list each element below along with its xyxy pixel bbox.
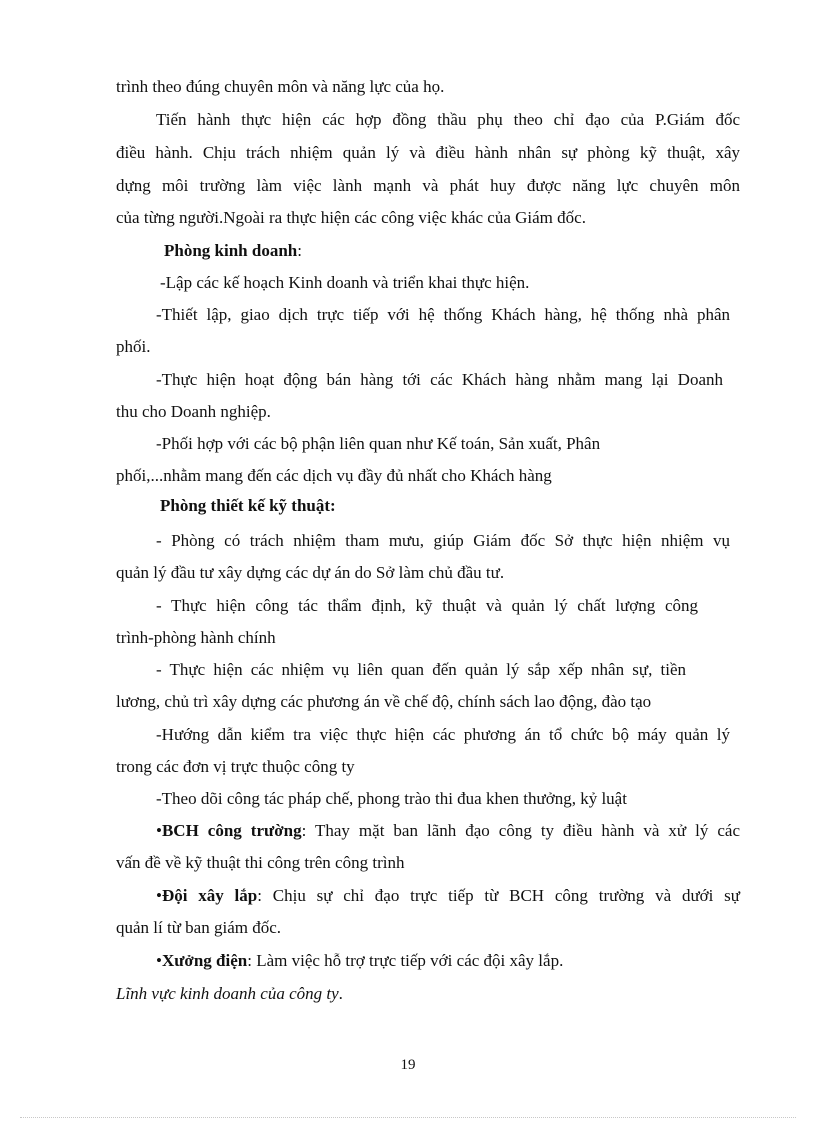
heading-text: Phòng kinh doanh: [164, 241, 298, 260]
bullet-label: Xưởng điện: [161, 951, 248, 970]
bullet-item: [156, 950, 563, 972]
subheading-dot: .: [338, 984, 343, 1003]
text-line: phối,...nhằm mang đến các dịch vụ đầy đủ nhất cho Khách hàng: [116, 466, 552, 485]
text-line: điều hành. Chịu trách nhiệm quản lý và điều hành nhân sự phòng kỹ thuật, xây: [116, 143, 740, 162]
bullet-marker: •: [156, 821, 162, 840]
bullet-item: [156, 820, 740, 842]
bullet-text: : Làm việc hỗ trợ trực tiếp với các đội xây lắp.: [247, 951, 564, 970]
text-line: -Thực hiện hoạt động bán hàng tới các Khách hàng nhằm mang lại Doanh: [156, 370, 723, 389]
text-line: -Phối hợp với các bộ phận liên quan như Kế toán, Sản xuất, Phân: [156, 434, 601, 453]
text-line: - Thực hiện công tác thẩm định, kỹ thuật và quản lý chất lượng công: [156, 596, 698, 615]
text-line: -Thiết lập, giao dịch trực tiếp với hệ thống Khách hàng, hệ thống nhà phân: [156, 305, 730, 324]
text-line: -Lập các kế hoạch Kinh doanh và triển khai thực hiện.: [160, 273, 530, 292]
bullet-label: Đội xây lắp: [161, 886, 258, 905]
page-bottom-divider: [20, 1117, 796, 1118]
section-heading: [164, 240, 302, 262]
text-line: -Hướng dẫn kiểm tra việc thực hiện các phương án tổ chức bộ máy quản lý: [156, 725, 730, 744]
page-number: 19: [400, 1057, 416, 1073]
bullet-item: [156, 885, 740, 907]
text-line: - Thực hiện các nhiệm vụ liên quan đến quản lý sắp xếp nhân sự, tiền: [156, 660, 686, 679]
text-line: vấn đề về kỹ thuật thi công trên công trình: [116, 853, 405, 872]
bullet-marker: •: [156, 886, 162, 905]
text-line: dựng môi trường làm việc lành mạnh và phát huy được năng lực chuyên môn: [116, 176, 740, 195]
subheading-text: Lĩnh vực kinh doanh của công ty: [116, 984, 339, 1003]
text-line: thu cho Doanh nghiệp.: [116, 402, 271, 421]
text-line: Tiến hành thực hiện các hợp đồng thầu phụ theo chỉ đạo của P.Giám đốc: [156, 110, 740, 129]
text-line: lương, chủ trì xây dựng các phương án về chế độ, chính sách lao động, đào tạo: [116, 692, 652, 711]
bullet-text: : Thay mặt ban lãnh đạo công ty điều hành và xử lý các: [301, 821, 740, 840]
heading-colon: :: [297, 241, 302, 260]
text-line: quản lý đầu tư xây dựng các dự án do Sở làm chủ đầu tư.: [116, 563, 505, 582]
section-heading: Phòng thiết kế kỹ thuật:: [160, 496, 336, 515]
text-line: trình-phòng hành chính: [116, 628, 276, 647]
text-line: trong các đơn vị trực thuộc công ty: [116, 757, 355, 776]
text-line: của từng người.Ngoài ra thực hiện các công việc khác của Giám đốc.: [116, 208, 586, 227]
text-line: -Theo dõi công tác pháp chế, phong trào thi đua khen thưởng, kỷ luật: [156, 789, 627, 808]
italic-subheading: [116, 983, 343, 1005]
text-line: trình theo đúng chuyên môn và năng lực của họ.: [116, 77, 445, 96]
bullet-marker: •: [156, 951, 162, 970]
text-line: phối.: [116, 337, 151, 356]
text-line: - Phòng có trách nhiệm tham mưu, giúp Giám đốc Sở thực hiện nhiệm vụ: [156, 531, 730, 550]
bullet-text: : Chịu sự chỉ đạo trực tiếp từ BCH công trường và dưới sự: [257, 886, 740, 905]
text-line: quản lí từ ban giám đốc.: [116, 918, 282, 937]
bullet-label: BCH công trường: [161, 821, 302, 840]
